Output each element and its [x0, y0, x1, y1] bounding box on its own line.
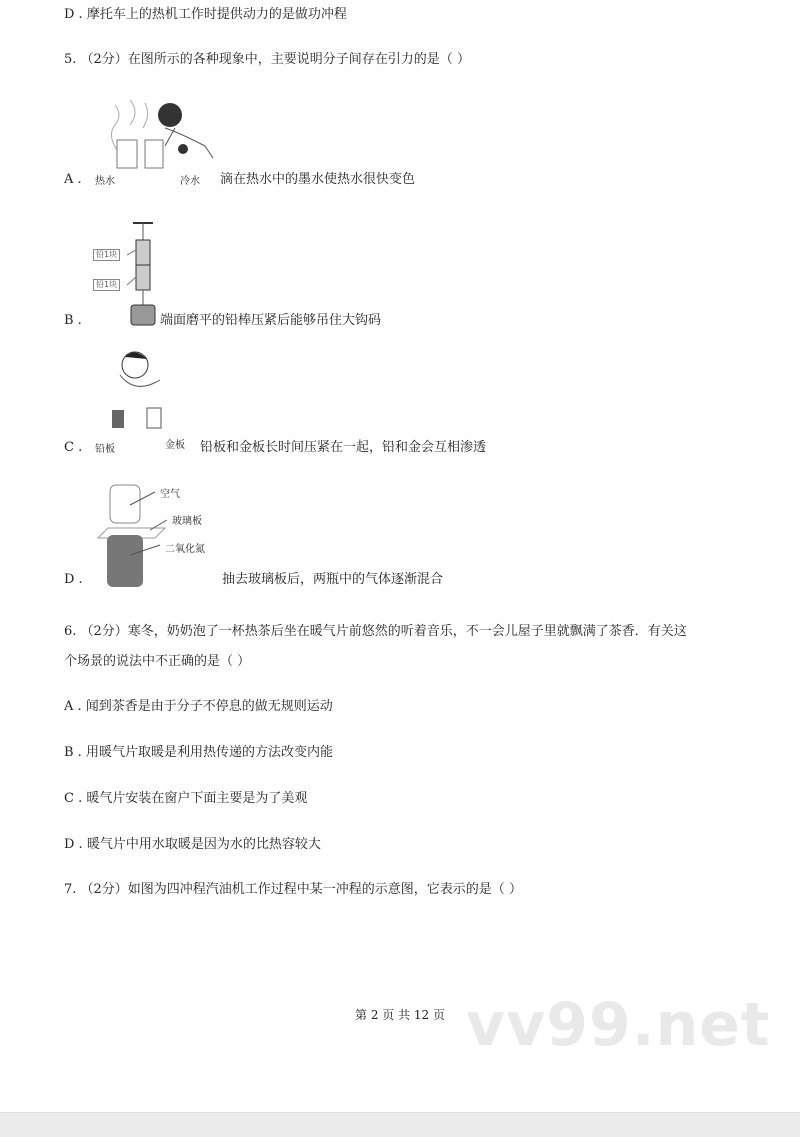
q5-c-figure [95, 345, 175, 435]
q5-option-d-letter: D . [64, 572, 83, 587]
q5-option-a-text: 滴在热水中的墨水使热水很快变色 [220, 172, 416, 187]
q5-stem: 5. （2分）在图所示的各种现象中，主要说明分子间存在引力的是（ ） [64, 52, 470, 67]
q6-option-d: D . 暖气片中用水取暖是因为水的比热容较大 [64, 837, 321, 852]
q6-option-a: A . 闻到茶香是由于分子不停息的做无规则运动 [64, 699, 333, 714]
label-lead-block-lower: 铅1块 [93, 279, 120, 291]
label-air: 空气 [160, 489, 180, 500]
label-cold-water: 冷水 [180, 176, 200, 187]
q5-option-c-text: 铅板和金板长时间压紧在一起，铅和金会互相渗透 [200, 440, 487, 455]
q5-option-c-letter: C . [64, 440, 83, 455]
label-glass-plate: 玻璃板 [172, 516, 202, 527]
q5-b-figure [95, 215, 165, 330]
label-hot-water: 热水 [95, 176, 115, 187]
watermark: vv99.net [466, 990, 771, 1060]
q6-option-c: C . 暖气片安装在窗户下面主要是为了美观 [64, 791, 308, 806]
label-nitrogen-dioxide: 二氧化氮 [165, 544, 205, 555]
bottom-bar [0, 1112, 800, 1137]
q5-a-figure [95, 95, 220, 170]
q6-stem-line1: 6. （2分）寒冬，奶奶泡了一杯热茶后坐在暖气片前悠然的听着音乐，不一会儿屋子里就飘满了茶香．有关这 [64, 624, 687, 639]
q7-stem: 7. （2分）如图为四冲程汽油机工作过程中某一冲程的示意图，它表示的是（ ） [64, 882, 522, 897]
q5-option-a-letter: A . [64, 172, 82, 187]
q6-option-b: B . 用暖气片取暖是利用热传递的方法改变内能 [64, 745, 333, 760]
q5-option-b-letter: B . [64, 313, 82, 328]
page-footer-text: 第 2 页 共 12 页 [355, 1008, 445, 1022]
q6-stem-line2: 个场景的说法中不正确的是（ ） [64, 654, 251, 669]
q5-option-d-text: 抽去玻璃板后，两瓶中的气体逐渐混合 [222, 572, 444, 587]
label-gold-plate: 金板 [165, 440, 185, 451]
label-lead-block-upper: 铅1块 [93, 249, 120, 261]
q5-option-b-text: 端面磨平的铅棒压紧后能够吊住大钩码 [160, 313, 382, 328]
q4-option-d: D . 摩托车上的热机工作时提供动力的是做功冲程 [64, 7, 347, 22]
label-lead-plate: 铅板 [95, 444, 115, 455]
